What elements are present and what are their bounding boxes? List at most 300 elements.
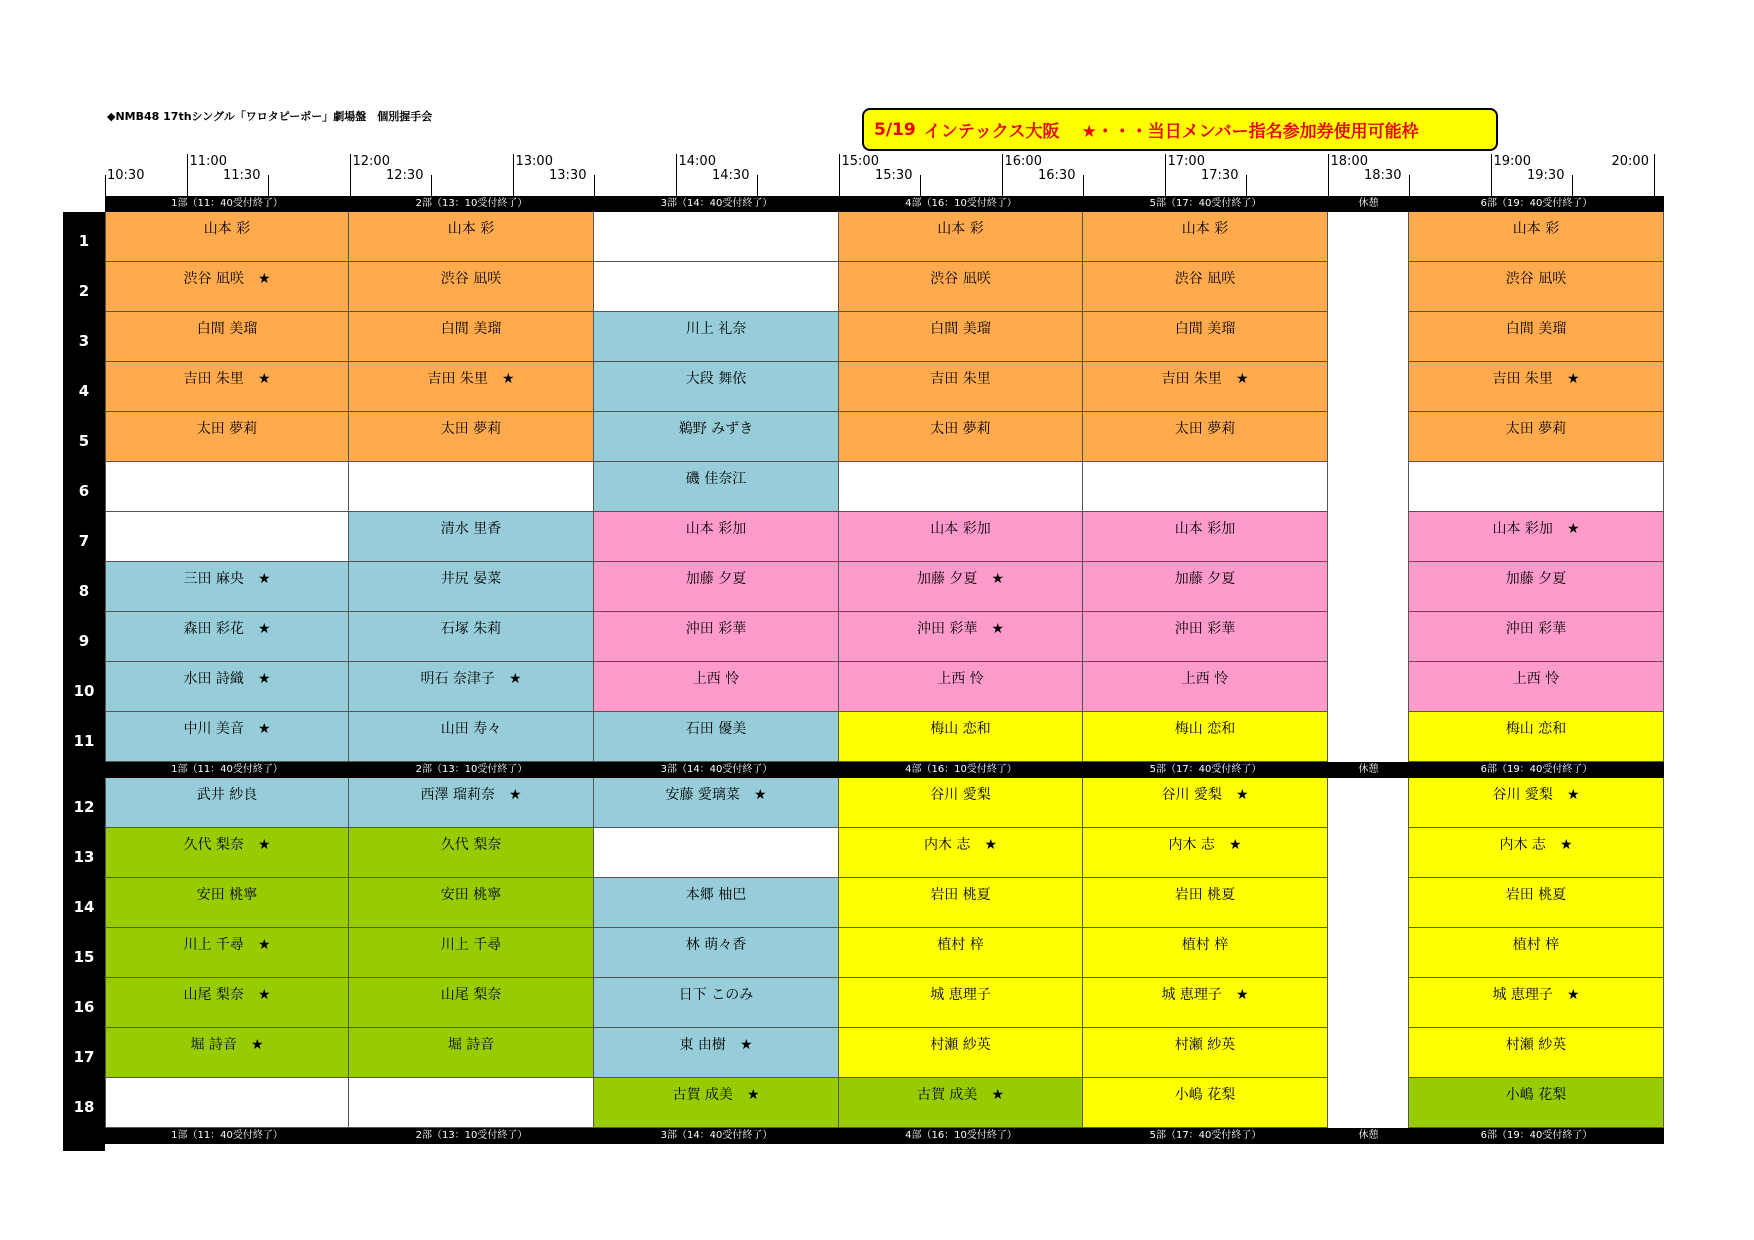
- member-cell: [349, 212, 594, 262]
- member-name: 谷川 愛梨: [930, 787, 991, 803]
- timeline-hour-label: 17:00: [1167, 154, 1205, 169]
- member-name: 太田 夢莉: [930, 421, 991, 437]
- row-number: 15: [73, 948, 95, 966]
- session-label: 休憩: [1358, 764, 1379, 775]
- break-column-cell: [1328, 312, 1409, 362]
- break-column-cell: [1328, 212, 1409, 262]
- member-name: 太田 夢莉: [196, 421, 258, 437]
- member-name: 川上 千尋: [183, 937, 244, 953]
- member-cell: [349, 712, 594, 762]
- star-icon: ★: [1235, 371, 1249, 387]
- member-name: 渋谷 凪咲: [183, 271, 244, 287]
- member-name: 本郷 柚巴: [685, 887, 747, 903]
- member-cell: [1409, 362, 1664, 412]
- timeline-halfhour-line: [1083, 175, 1084, 196]
- member-name: 上西 怜: [937, 671, 984, 687]
- member-cell: [1083, 778, 1328, 828]
- member-cell: [105, 1028, 349, 1078]
- timeline-hour-label: 13:00: [515, 154, 553, 169]
- star-icon: ★: [257, 671, 271, 687]
- member-name: 植村 梓: [1181, 937, 1229, 953]
- member-cell: [1409, 928, 1664, 978]
- session-label: 1部（11：40受付終了）: [171, 1130, 283, 1141]
- member-name: 山本 彩: [1512, 221, 1560, 237]
- member-cell: [1083, 1078, 1328, 1128]
- star-icon: ★: [739, 1037, 753, 1053]
- member-cell: [349, 562, 594, 612]
- member-name: 山本 彩: [1181, 221, 1229, 237]
- member-cell: [105, 978, 349, 1028]
- member-cell: [349, 928, 594, 978]
- session-label: 3部（14：40受付終了）: [660, 198, 773, 209]
- member-cell: [839, 512, 1083, 562]
- member-name: 太田 夢莉: [1505, 421, 1567, 437]
- timeline-halfhour-label: 11:30: [223, 168, 261, 183]
- member-cell: [594, 878, 839, 928]
- star-icon: ★: [746, 1087, 760, 1103]
- session-label: 6部（19：40受付終了）: [1480, 198, 1593, 209]
- member-cell: [105, 612, 349, 662]
- member-name: 山本 彩: [447, 221, 495, 237]
- timeline-halfhour-label: 10:30: [107, 168, 145, 183]
- member-cell: [594, 312, 839, 362]
- member-cell: [1409, 978, 1664, 1028]
- member-cell: [349, 612, 594, 662]
- member-cell: [1409, 262, 1664, 312]
- member-name: 久代 梨奈: [183, 837, 244, 853]
- member-name: 梅山 恋和: [1174, 721, 1236, 737]
- member-cell: [1409, 878, 1664, 928]
- star-icon: ★: [991, 571, 1004, 587]
- timeline-halfhour-label: 17:30: [1201, 168, 1239, 183]
- member-name: 清水 里香: [440, 521, 502, 537]
- timeline-halfhour-line: [594, 175, 595, 196]
- star-icon: ★: [991, 621, 1004, 637]
- member-name: 村瀬 紗英: [930, 1037, 991, 1053]
- timeline-hour-line: [1491, 154, 1492, 196]
- member-name: 日下 このみ: [678, 987, 754, 1003]
- row-number: 9: [78, 632, 90, 650]
- timeline-hour-label: 20:00: [1611, 154, 1649, 169]
- member-name: 岩田 桃夏: [1505, 887, 1567, 903]
- member-name: 白間 美瑠: [930, 321, 991, 337]
- timeline-hour-label: 16:00: [1004, 154, 1042, 169]
- timeline-hour-line: [1654, 154, 1655, 196]
- member-name: 上西 怜: [1512, 671, 1560, 687]
- member-cell: [594, 562, 839, 612]
- member-name: 山本 彩加: [685, 521, 747, 537]
- member-name: 沖田 彩華: [685, 621, 747, 637]
- member-cell: [839, 878, 1083, 928]
- member-name: 加藤 夕夏: [685, 571, 747, 587]
- member-cell: [1083, 712, 1328, 762]
- member-cell: [594, 1028, 839, 1078]
- timeline-hour-line: [676, 154, 677, 196]
- timeline-halfhour-label: 18:30: [1364, 168, 1402, 183]
- member-name: 東 由樹: [679, 1037, 726, 1053]
- member-name: 山田 寿々: [440, 721, 502, 737]
- member-name: 古賀 成美: [672, 1087, 733, 1103]
- member-name: 三田 麻央: [183, 571, 244, 587]
- member-cell: [349, 828, 594, 878]
- member-name: 梅山 恋和: [1505, 721, 1567, 737]
- break-column-cell: [1328, 562, 1409, 612]
- star-icon: ★: [508, 671, 522, 687]
- session-label: 1部（11：40受付終了）: [171, 764, 283, 775]
- timeline-hour-line: [513, 154, 514, 196]
- member-name: 植村 梓: [937, 937, 984, 953]
- member-name: 城 恵理子: [1492, 987, 1553, 1003]
- timeline-hour-line: [350, 154, 351, 196]
- member-name: 山本 彩加: [1492, 521, 1553, 537]
- break-column-cell: [1328, 712, 1409, 762]
- member-name: 水田 詩織: [183, 671, 244, 687]
- member-cell: [594, 978, 839, 1028]
- member-name: 梅山 恋和: [930, 721, 991, 737]
- member-cell: [594, 928, 839, 978]
- timeline-halfhour-line: [1409, 175, 1410, 196]
- timeline-halfhour-line: [1572, 175, 1573, 196]
- member-cell: [1083, 362, 1328, 412]
- member-name: 内木 志: [1499, 837, 1546, 853]
- star-icon: ★: [257, 621, 271, 637]
- member-name: 加藤 夕夏: [1174, 571, 1236, 587]
- session-label: 5部（17：40受付終了）: [1149, 764, 1262, 775]
- break-column-cell: [1328, 928, 1409, 978]
- member-cell: [105, 828, 349, 878]
- session-label: 5部（17：40受付終了）: [1149, 1130, 1262, 1141]
- member-cell: [349, 662, 594, 712]
- member-name: 明石 奈津子: [420, 671, 495, 687]
- member-cell: [105, 778, 349, 828]
- member-name: 林 萌々香: [685, 937, 747, 953]
- member-name: 沖田 彩華: [1505, 621, 1567, 637]
- timeline-halfhour-label: 15:30: [875, 168, 913, 183]
- timeline-halfhour-label: 16:30: [1038, 168, 1076, 183]
- member-cell: [594, 512, 839, 562]
- member-name: 山尾 梨奈: [183, 987, 244, 1003]
- session-label: 2部（13：10受付終了）: [415, 198, 528, 209]
- member-name: 岩田 桃夏: [930, 887, 991, 903]
- member-cell: [1083, 828, 1328, 878]
- member-cell: [1083, 928, 1328, 978]
- member-cell: [105, 412, 349, 462]
- star-icon: ★: [257, 937, 271, 953]
- member-name: 白間 美瑠: [1174, 321, 1236, 337]
- member-cell: [1409, 1078, 1664, 1128]
- document-title: ◆NMB48 17thシングル「ワロタピーポー」劇場盤 個別握手会: [107, 110, 433, 123]
- member-cell: [1083, 1028, 1328, 1078]
- member-name: 加藤 夕夏: [916, 571, 978, 587]
- member-name: 安田 桃寧: [440, 887, 502, 903]
- member-cell: [105, 262, 349, 312]
- timeline-halfhour-line: [268, 175, 269, 196]
- session-label: 休憩: [1358, 1130, 1379, 1141]
- timeline-hour-line: [1002, 154, 1003, 196]
- member-name: 磯 佳奈江: [685, 471, 747, 487]
- member-name: 谷川 愛梨: [1492, 787, 1553, 803]
- member-cell: [1083, 412, 1328, 462]
- timeline-hour-label: 14:00: [678, 154, 716, 169]
- member-cell: [1409, 612, 1664, 662]
- member-name: 山本 彩加: [930, 521, 991, 537]
- break-column-cell: [1328, 778, 1409, 828]
- star-icon: ★: [257, 837, 271, 853]
- member-name: 山尾 梨奈: [440, 987, 502, 1003]
- member-cell: [349, 262, 594, 312]
- member-cell: [594, 362, 839, 412]
- break-column-cell: [1328, 612, 1409, 662]
- member-cell: [105, 662, 349, 712]
- member-name: 山本 彩加: [1174, 521, 1236, 537]
- member-name: 小嶋 花梨: [1505, 1087, 1567, 1103]
- member-cell: [349, 462, 594, 512]
- member-cell: [1409, 1028, 1664, 1078]
- member-cell: [1083, 262, 1328, 312]
- row-number: 17: [73, 1048, 95, 1066]
- member-cell: [839, 712, 1083, 762]
- event-date: 5/19: [874, 119, 916, 140]
- session-label: 2部（13：10受付終了）: [415, 764, 528, 775]
- star-icon: ★: [984, 837, 997, 853]
- break-column-cell: [1328, 978, 1409, 1028]
- member-cell: [1083, 662, 1328, 712]
- member-cell: [1083, 212, 1328, 262]
- member-cell: [839, 262, 1083, 312]
- member-cell: [105, 362, 349, 412]
- member-cell: [105, 462, 349, 512]
- member-name: 村瀬 紗英: [1174, 1037, 1236, 1053]
- row-number: 10: [73, 682, 95, 700]
- member-cell: [349, 978, 594, 1028]
- break-column-cell: [1328, 412, 1409, 462]
- member-name: 内木 志: [1168, 837, 1215, 853]
- member-cell: [349, 512, 594, 562]
- row-number: 18: [73, 1098, 95, 1116]
- member-name: 堀 詩音: [190, 1037, 237, 1053]
- member-cell: [1083, 562, 1328, 612]
- row-number: 4: [78, 382, 90, 400]
- member-cell: [594, 612, 839, 662]
- session-label: 休憩: [1358, 198, 1379, 209]
- member-cell: [839, 978, 1083, 1028]
- star-icon: ★: [257, 271, 271, 287]
- member-cell: [105, 212, 349, 262]
- row-number: 5: [78, 432, 90, 450]
- row-number: 7: [78, 532, 90, 550]
- break-column-cell: [1328, 462, 1409, 512]
- timeline-halfhour-label: 14:30: [712, 168, 750, 183]
- timeline-halfhour-line: [1246, 175, 1247, 196]
- member-name: 白間 美瑠: [196, 321, 258, 337]
- session-label: 5部（17：40受付終了）: [1149, 198, 1262, 209]
- star-icon: ★: [250, 1037, 264, 1053]
- member-name: 小嶋 花梨: [1174, 1087, 1236, 1103]
- session-label: 6部（19：40受付終了）: [1480, 1130, 1593, 1141]
- member-name: 吉田 朱里: [1161, 371, 1222, 387]
- member-name: 沖田 彩華: [1174, 621, 1236, 637]
- row-number: 14: [73, 898, 95, 916]
- star-icon: ★: [501, 371, 515, 387]
- break-column-cell: [1328, 662, 1409, 712]
- member-cell: [1409, 312, 1664, 362]
- session-label: 4部（16：10受付終了）: [905, 1130, 1017, 1141]
- member-cell: [105, 562, 349, 612]
- timeline-hour-label: 19:00: [1493, 154, 1531, 169]
- member-name: 上西 怜: [692, 671, 740, 687]
- event-banner: [862, 108, 1498, 151]
- break-column-cell: [1328, 878, 1409, 928]
- member-name: 村瀬 紗英: [1505, 1037, 1567, 1053]
- member-cell: [105, 712, 349, 762]
- star-icon: ★: [1566, 987, 1580, 1003]
- member-cell: [839, 312, 1083, 362]
- member-name: 吉田 朱里: [1492, 371, 1553, 387]
- star-icon: ★: [1559, 837, 1573, 853]
- member-name: 武井 紗良: [196, 787, 258, 803]
- timeline-hour-line: [187, 154, 188, 196]
- star-icon: ★: [257, 371, 271, 387]
- timeline-halfhour-line: [431, 175, 432, 196]
- member-name: 井尻 晏菜: [440, 571, 502, 587]
- member-cell: [1409, 828, 1664, 878]
- member-name: 山本 彩: [937, 221, 984, 237]
- member-cell: [1409, 212, 1664, 262]
- member-cell: [349, 412, 594, 462]
- session-label: 2部（13：10受付終了）: [415, 1130, 528, 1141]
- member-cell: [594, 778, 839, 828]
- member-name: 太田 夢莉: [440, 421, 502, 437]
- member-name: 吉田 朱里: [427, 371, 488, 387]
- row-number: 12: [73, 798, 95, 816]
- star-icon: ★: [991, 1087, 1004, 1103]
- member-name: 渋谷 凪咲: [1505, 271, 1567, 287]
- timeline-hour-label: 11:00: [189, 154, 227, 169]
- member-cell: [349, 1028, 594, 1078]
- break-column-cell: [1328, 362, 1409, 412]
- star-icon: ★: [1235, 987, 1249, 1003]
- member-cell: [839, 662, 1083, 712]
- member-name: 渋谷 凪咲: [440, 271, 502, 287]
- member-cell: [1409, 412, 1664, 462]
- member-name: 白間 美瑠: [1505, 321, 1567, 337]
- row-number: 3: [78, 332, 90, 350]
- session-label: 1部（11：40受付終了）: [171, 198, 283, 209]
- member-name: 石塚 朱莉: [440, 621, 502, 637]
- member-name: 森田 彩花: [183, 621, 244, 637]
- break-column-cell: [1328, 828, 1409, 878]
- member-name: 大段 舞依: [685, 371, 747, 387]
- timeline-halfhour-line: [920, 175, 921, 196]
- member-name: 内木 志: [923, 837, 971, 853]
- member-cell: [594, 662, 839, 712]
- member-name: 中川 美音: [183, 721, 244, 737]
- session-label: 4部（16：10受付終了）: [905, 764, 1017, 775]
- member-cell: [839, 562, 1083, 612]
- member-name: 石田 優美: [685, 721, 747, 737]
- member-cell: [105, 928, 349, 978]
- star-icon: ★: [508, 787, 522, 803]
- member-cell: [839, 612, 1083, 662]
- member-cell: [839, 362, 1083, 412]
- member-cell: [1409, 778, 1664, 828]
- member-name: 川上 礼奈: [685, 321, 747, 337]
- member-cell: [1409, 562, 1664, 612]
- member-name: 山本 彩: [203, 221, 251, 237]
- member-cell: [839, 1078, 1083, 1128]
- star-icon: ★: [257, 721, 271, 737]
- member-name: 植村 梓: [1512, 937, 1560, 953]
- member-cell: [594, 262, 839, 312]
- row-number: 6: [78, 482, 90, 500]
- member-name: 谷川 愛梨: [1161, 787, 1222, 803]
- break-column-cell: [1328, 512, 1409, 562]
- member-cell: [594, 212, 839, 262]
- member-cell: [1409, 512, 1664, 562]
- member-name: 吉田 朱里: [183, 371, 244, 387]
- timeline-hour-line: [1328, 154, 1329, 196]
- row-number: 1: [78, 232, 90, 250]
- timeline-halfhour-label: 12:30: [386, 168, 424, 183]
- timeline-hour-line: [1165, 154, 1166, 196]
- member-name: 川上 千尋: [440, 937, 502, 953]
- timeline-hour-label: 12:00: [352, 154, 390, 169]
- member-cell: [105, 512, 349, 562]
- star-icon: ★: [1228, 837, 1242, 853]
- row-number: 16: [73, 998, 95, 1016]
- session-label: 6部（19：40受付終了）: [1480, 764, 1593, 775]
- member-cell: [1083, 512, 1328, 562]
- member-cell: [1409, 712, 1664, 762]
- member-name: 城 恵理子: [1161, 987, 1222, 1003]
- member-name: 鵜野 みずき: [678, 421, 754, 437]
- row-number: 2: [78, 282, 90, 300]
- member-cell: [105, 1078, 349, 1128]
- member-cell: [349, 778, 594, 828]
- member-name: 吉田 朱里: [930, 371, 991, 387]
- member-cell: [594, 1078, 839, 1128]
- star-icon: ★: [257, 571, 271, 587]
- timeline-hour-line: [839, 154, 840, 196]
- member-name: 岩田 桃夏: [1174, 887, 1236, 903]
- member-name: 太田 夢莉: [1174, 421, 1236, 437]
- member-cell: [1409, 462, 1664, 512]
- member-cell: [349, 878, 594, 928]
- member-cell: [594, 412, 839, 462]
- timeline-halfhour-line: [105, 175, 106, 196]
- member-cell: [105, 312, 349, 362]
- member-name: 古賀 成美: [916, 1087, 978, 1103]
- session-label: 4部（16：10受付終了）: [905, 198, 1017, 209]
- timeline-halfhour-label: 19:30: [1527, 168, 1565, 183]
- member-cell: [839, 828, 1083, 878]
- star-icon: ★: [1566, 371, 1580, 387]
- break-column-cell: [1328, 1028, 1409, 1078]
- timeline-halfhour-label: 13:30: [549, 168, 587, 183]
- member-name: 西澤 瑠莉奈: [420, 787, 495, 803]
- member-cell: [839, 928, 1083, 978]
- member-name: 安田 桃寧: [196, 887, 258, 903]
- break-column-cell: [1328, 262, 1409, 312]
- star-icon: ★: [1566, 787, 1580, 803]
- member-cell: [1409, 662, 1664, 712]
- member-cell: [839, 412, 1083, 462]
- member-cell: [1083, 462, 1328, 512]
- timeline-hour-label: 18:00: [1330, 154, 1368, 169]
- event-note: ★・・・当日メンバー指名参加券使用可能枠: [1081, 122, 1419, 142]
- member-name: 城 恵理子: [930, 987, 991, 1003]
- member-cell: [349, 1078, 594, 1128]
